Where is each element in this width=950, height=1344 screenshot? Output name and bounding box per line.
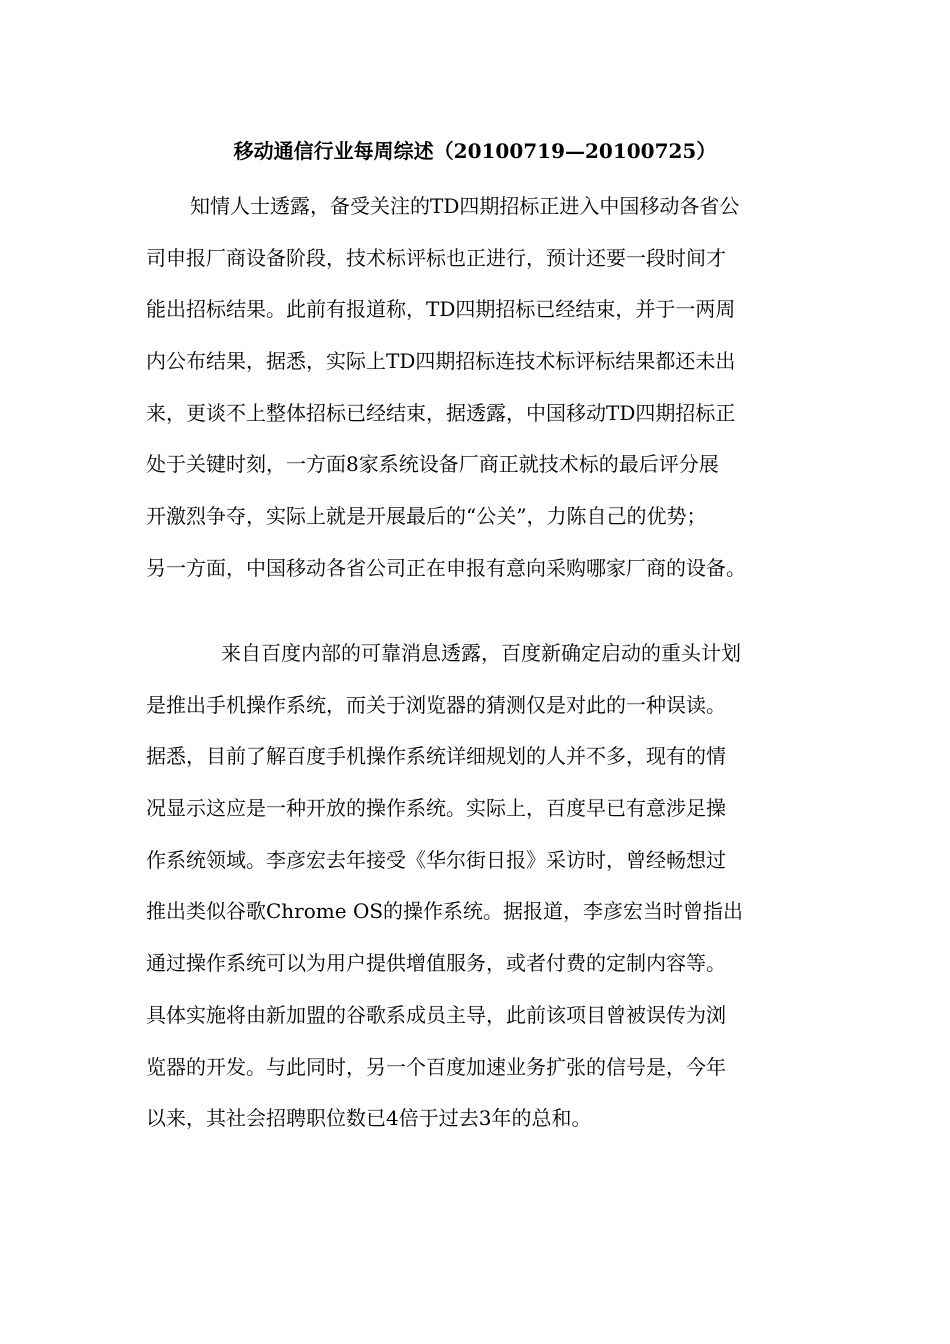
paragraph-line: 来自百度内部的可靠消息透露，百度新确定启动的重头计划: [221, 641, 741, 665]
paragraph-line: 览器的开发。与此同时，另一个百度加速业务扩张的信号是，今年: [146, 1054, 726, 1079]
paragraph-line: 推出类似谷歌Chrome OS的操作系统。据报道，李彦宏当时曾指出: [146, 899, 744, 924]
paragraph-line: 能出招标结果。此前有报道称，TD四期招标已经结束，并于一两周: [146, 297, 736, 322]
paragraph-line: 据悉，目前了解百度手机操作系统详细规划的人并不多，现有的情: [146, 744, 726, 769]
paragraph-line: 开激烈争夺，实际上就是开展最后的“公关”，力陈自己的优势；: [146, 504, 707, 529]
paragraph-line: 作系统领域。李彦宏去年接受《华尔街日报》采访时，曾经畅想过: [146, 847, 726, 872]
paragraph-line: 来，更谈不上整体招标已经结束，据透露，中国移动TD四期招标正: [146, 400, 736, 425]
paragraph-line: 知情人士透露，备受关注的TD四期招标正进入中国移动各省公: [190, 194, 740, 218]
paragraph-line: 另一方面，中国移动各省公司正在申报有意向采购哪家厂商的设备。: [146, 555, 746, 580]
paragraph-line: 具体实施将由新加盟的谷歌系成员主导，此前该项目曾被误传为浏: [146, 1002, 726, 1027]
paragraph-td-bidding: [146, 181, 810, 595]
paragraph-line: 处于关键时刻，一方面8家系统设备厂商正就技术标的最后评分展: [146, 452, 719, 477]
paragraph-line: 通过操作系统可以为用户提供增值服务，或者付费的定制内容等。: [146, 951, 726, 976]
paragraph-line: 况显示这应是一种开放的操作系统。实际上，百度早已有意涉足操: [146, 796, 726, 821]
paragraph-line: 是推出手机操作系统，而关于浏览器的猜测仅是对此的一种误读。: [146, 692, 726, 717]
paragraph-baidu-os: [146, 628, 810, 1145]
paragraph-line: 内公布结果，据悉，实际上TD四期招标连技术标评标结果都还未出: [146, 349, 736, 374]
paragraph-line: 司申报厂商设备阶段，技术标评标也正进行，预计还要一段时间才: [146, 245, 726, 270]
paragraph-line: 以来，其社会招聘职位数已4倍于过去3年的总和。: [146, 1106, 592, 1131]
document-title: 移动通信行业每周综述（20100719—20100725）: [233, 139, 717, 163]
